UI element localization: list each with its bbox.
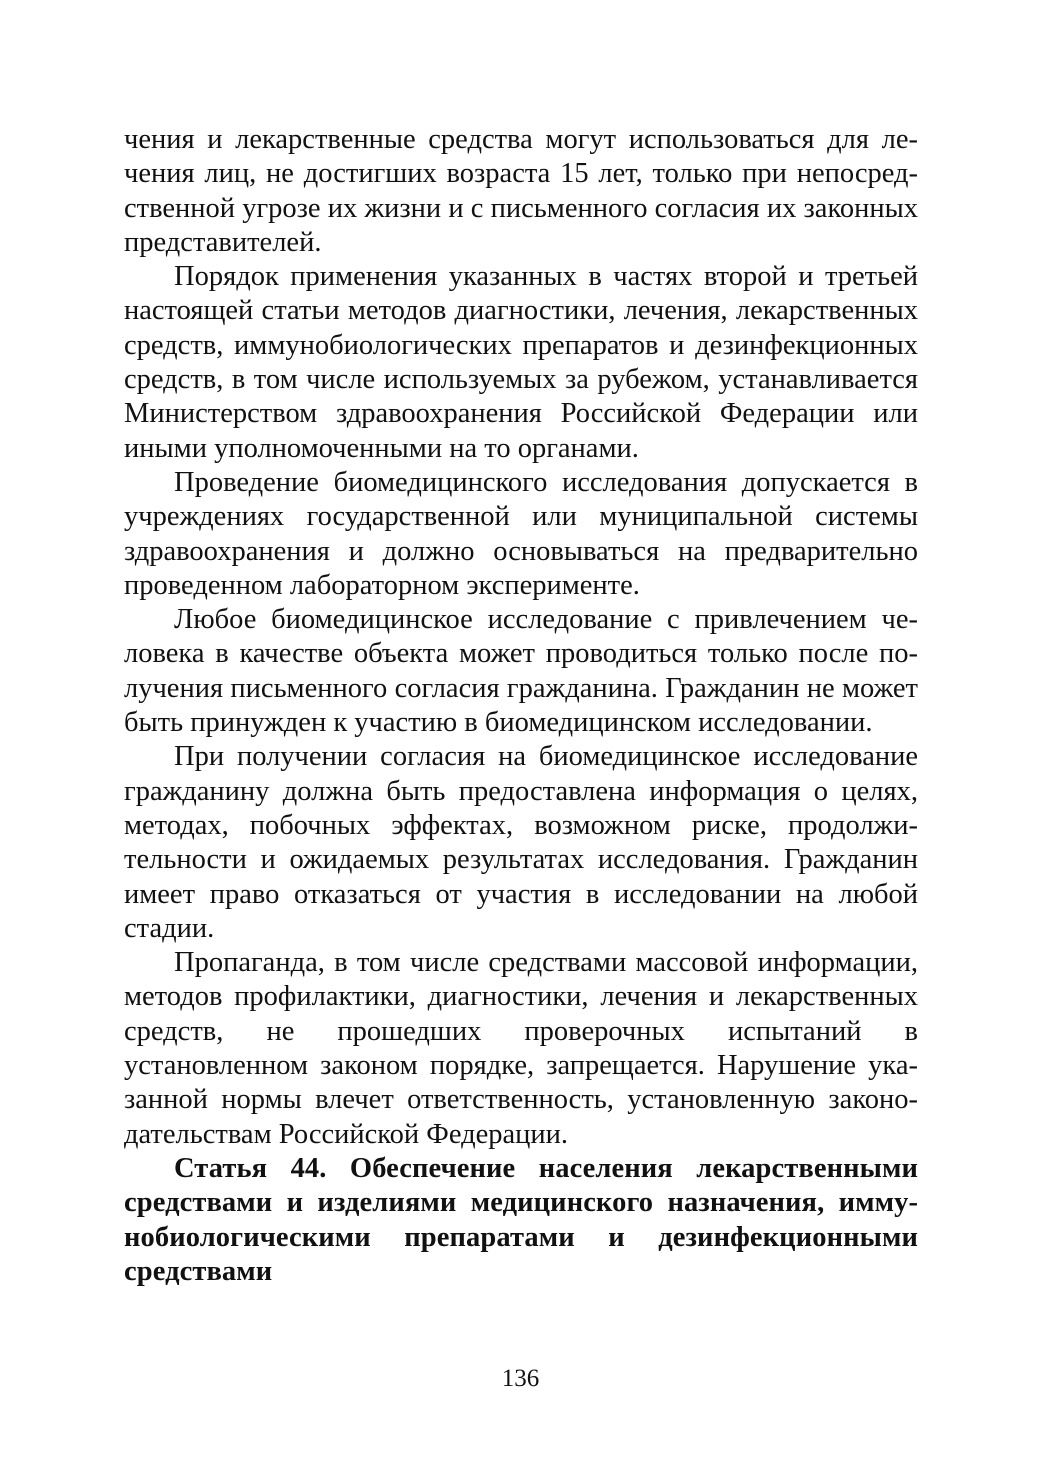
body-text bbox=[124, 123, 918, 1289]
article-44-heading: Статья 44. Обеспечение населения лекарственными средствами и изделиями медицинского назначения, иммунобиологическими препаратами и дезинфекционными средствами bbox=[124, 1152, 918, 1287]
paragraph-application-procedure: Порядок применения указанных в частях второй и третьей настоящей статьи методов диагностики, лечения, лекарственных средств, иммунобиологических препаратов и дезинфекционных средств, в том числе используемых за рубежом, устанавливается Министерством здравоохранения Российской Федерации или иными уполномоченными на то органами. bbox=[124, 261, 918, 464]
paragraph-continuation: чения и лекарственные средства могут использоваться для лечения лиц, не достигших возраста 15 лет, только при непосредственной угрозе их жизни и с письменного согласия их законных представителей. bbox=[124, 124, 918, 258]
paragraph-biomedical-research-conduct: Проведение биомедицинского исследования допускается в учреждениях государственной или муниципальной системы здравоохранения и должно основываться на предварительно проведенном лабораторном эксперименте. bbox=[124, 466, 918, 601]
paragraph-propaganda-ban: Пропаганда, в том числе средствами массовой информации, методов профилактики, диагностики, лечения и лекарственных средств, не прошедших проверочных испытаний в установленном законом порядке, запрещается. Нарушение указанной нормы влечет ответственность, установленную законодательствам Российской Федерации. bbox=[124, 947, 918, 1150]
paragraph-research-information: При получении согласия на биомедицинское исследование гражданину должна быть предоставлена информация о целях, методах, побочных эффектах, возможном риске, продолжительности и ожидаемых результатах исследования. Гражданин имеет право отказаться от участия в исследовании на любой стадии. bbox=[124, 741, 918, 944]
paragraph-written-consent: Любое биомедицинское исследование с привлечением человека в качестве объекта может проводиться только после получения письменного согласия гражданина. Гражданин не может быть принужден к участию в биомедицинском исследовании. bbox=[124, 604, 918, 739]
page-number: 136 bbox=[501, 1365, 540, 1392]
